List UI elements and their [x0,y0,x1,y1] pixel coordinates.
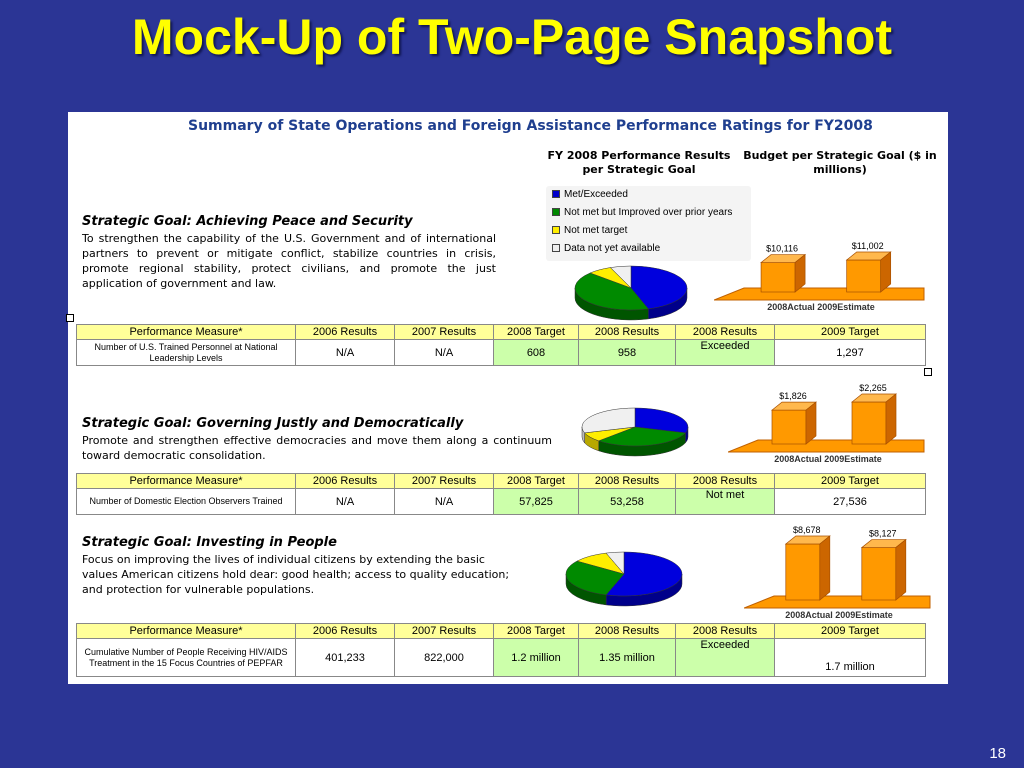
bar-value-label: $1,826 [779,391,807,402]
col-header: 2008 Results [676,474,775,489]
col-header: 2007 Results [395,325,494,340]
bar-2008-actual [786,544,820,600]
col-header: 2006 Results [296,325,395,340]
slide-number: 18 [989,745,1006,762]
bar-2009-estimate [862,548,896,600]
cell-2008-target: 608 [494,340,579,366]
performance-table [76,473,926,515]
table-row [77,489,926,515]
col-header: 2009 Target [775,474,926,489]
cell-2008-target: 1.2 million [494,639,579,677]
cell-2008-rating: Exceeded [676,340,775,366]
performance-table [76,623,926,677]
col-header: 2008 Target [494,325,579,340]
results-pie-chart [564,550,684,608]
budget-bar-chart [714,232,928,314]
bar-2008-actual [761,263,795,292]
cell-2009-target: 27,536 [775,489,926,515]
col-header: 2008 Results [579,624,676,639]
bar-axis-label: 2008Actual 2009Estimate [767,302,875,312]
table-header-row [77,624,926,639]
col-header: 2008 Results [676,325,775,340]
goal-title: Strategic Goal: Governing Justly and Democratically [82,416,464,431]
legend-label: Not met but Improved over prior years [564,207,733,218]
cell-2006: 401,233 [296,639,395,677]
col-header: Performance Measure* [77,474,296,489]
table-row [77,639,926,677]
col-header: 2008 Results [676,624,775,639]
col-header: 2009 Target [775,325,926,340]
legend-swatch [552,208,560,216]
measure-cell: Number of Domestic Election Observers Trained [77,489,296,515]
snapshot-panel [68,112,948,684]
col-header: 2008 Results [579,325,676,340]
table-header-row [77,325,926,340]
bar-2009-estimate [847,260,881,292]
col-header: 2007 Results [395,624,494,639]
bar-platform [744,596,930,608]
legend-swatch [552,226,560,234]
legend-item-improved [552,206,732,220]
cell-2008-rating: Not met [676,489,775,515]
col-header: 2006 Results [296,474,395,489]
bar-2009-estimate [852,402,886,444]
col-header: 2008 Target [494,624,579,639]
measure-cell: Number of U.S. Trained Personnel at National Leadership Levels [77,340,296,366]
legend-label: Not met target [564,225,628,236]
bar-value-label: $8,678 [793,525,821,535]
bar-value-label: $10,116 [766,243,799,254]
cell-2007: N/A [395,340,494,366]
results-header: FY 2008 Performance Results per Strategic Goal [547,149,731,176]
bar-2008-actual [772,410,806,444]
bar-value-label: $2,265 [859,383,887,393]
goal-title: Strategic Goal: Investing in People [82,535,337,550]
results-pie-chart [573,264,689,322]
cell-2008-results: 53,258 [579,489,676,515]
col-header: 2006 Results [296,624,395,639]
legend-swatch [552,190,560,198]
bar-2008-actual-side [820,536,830,600]
bar-axis-label: 2008Actual 2009Estimate [774,454,882,464]
goal-description: Focus on improving the lives of individual citizens by extending the basic values American citizens hold dear: good health; access to quality education; and protection for vulnerable populations. [82,553,510,596]
col-header: Performance Measure* [77,624,296,639]
cell-2009-target: 1,297 [775,340,926,366]
slide-title: Mock-Up of Two-Page Snapshot [131,9,893,65]
legend-swatch [552,244,560,252]
cell-2007: 822,000 [395,639,494,677]
legend-label: Data not yet available [564,243,661,254]
goal-description: To strengthen the capability of the U.S. Government and of international partners to prevent or mitigate conflict, stabilize countries in crisis, promote regional stability, protect civilians, and promote the just application of government and law. [82,232,496,290]
legend-item-met [552,188,628,202]
col-header: 2009 Target [775,624,926,639]
col-header: 2007 Results [395,474,494,489]
results-pie-chart [580,406,690,458]
goal-description: Promote and strengthen effective democracies and move them along a continuum toward democratic consolidation. [82,434,552,462]
bar-2009-estimate-side [886,394,896,444]
cell-2006: N/A [296,489,395,515]
cell-2008-rating: Exceeded [676,639,775,677]
cell-2009-target: 1.7 million [775,639,926,677]
cell-2008-results: 1.35 million [579,639,676,677]
performance-table [76,324,926,366]
panel-title: Summary of State Operations and Foreign Assistance Performance Ratings for FY2008 [188,118,873,134]
cell-2008-results: 958 [579,340,676,366]
legend-item-not-met [552,224,627,238]
expand-handle[interactable] [66,314,74,322]
col-header: 2008 Results [579,474,676,489]
goal-title: Strategic Goal: Achieving Peace and Security [82,214,413,229]
table-header-row [77,474,926,489]
bar-value-label: $11,002 [851,241,884,251]
cell-2008-target: 57,825 [494,489,579,515]
budget-header: Budget per Strategic Goal ($ in millions) [743,149,937,176]
cell-2006: N/A [296,340,395,366]
col-header: Performance Measure* [77,325,296,340]
col-header: 2008 Target [494,474,579,489]
budget-bar-chart [728,374,928,466]
table-row [77,340,926,366]
legend-label: Met/Exceeded [564,189,628,200]
bar-platform [714,288,924,300]
bar-axis-label: 2008Actual 2009Estimate [785,610,893,620]
bar-value-label: $8,127 [869,528,897,539]
cell-2007: N/A [395,489,494,515]
budget-bar-chart [744,516,934,622]
legend-item-no-data [552,242,660,256]
bar-2009-estimate-side [896,540,906,600]
bar-platform [728,440,924,452]
measure-cell: Cumulative Number of People Receiving HIV/AIDS Treatment in the 15 Focus Countries of PEPFAR [77,639,296,677]
